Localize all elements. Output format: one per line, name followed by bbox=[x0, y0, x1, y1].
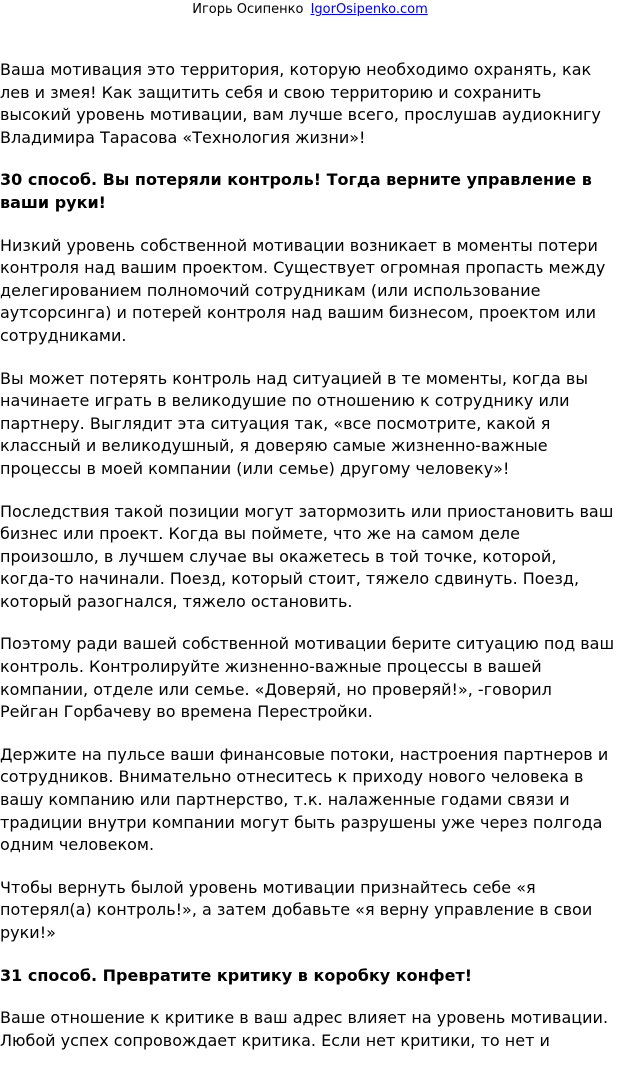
text-line: Рейган Горбачеву во времена Перестройки. bbox=[0, 702, 373, 722]
text-line: аутсорсинга) и потерей контроля над вашим бизнесом, проектом или bbox=[0, 303, 596, 323]
paragraph-low-motivation bbox=[0, 235, 620, 348]
text-line: когда-то начинали. Поезд, который стоит, тяжело сдвинуть. Поезд, bbox=[0, 569, 580, 589]
text-line: Любой успех сопровождает критика. Если нет критики, то нет и bbox=[0, 1030, 550, 1050]
text-line: делегированием полномочий сотрудникам (или использование bbox=[0, 280, 541, 300]
paragraph-take-control bbox=[0, 633, 620, 723]
text-line: традиции внутри компании могут быть разрушены уже через полгода bbox=[0, 812, 603, 832]
paragraph-admit bbox=[0, 877, 620, 945]
text-line: вашу компанию или партнерство, т.к. налаженные годами связи и bbox=[0, 790, 570, 810]
text-line: Вы может потерять контроль над ситуацией в те моменты, когда вы bbox=[0, 368, 588, 388]
text-line: контроль. Контролируйте жизненно-важные процессы в вашей bbox=[0, 657, 542, 677]
text-line: Поэтому ради вашей собственной мотивации берите ситуацию под ваш bbox=[0, 634, 615, 654]
paragraph-finance-flows bbox=[0, 744, 620, 857]
text-line: сотрудников. Внимательно отнеситесь к приходу нового человека в bbox=[0, 767, 584, 787]
text-line: потерял(а) контроль!», а затем добавьте «я верну управление в свои bbox=[0, 900, 593, 920]
heading-line: ваши руки! bbox=[0, 192, 106, 212]
page-header bbox=[0, 2, 620, 18]
text-line: Держите на пульсе ваши финансовые потоки, настроения партнеров и bbox=[0, 744, 609, 764]
paragraph-consequences bbox=[0, 501, 620, 614]
text-line: начинаете играть в великодушие по отношению к сотруднику или bbox=[0, 391, 570, 411]
text-line: процессы в моей компании (или семье) другому человеку»! bbox=[0, 458, 510, 478]
paragraph-territory bbox=[0, 59, 620, 149]
text-line: который разогнался, тяжело остановить. bbox=[0, 591, 353, 611]
text-line: партнеру. Выглядит эта ситуация так, «все посмотрите, какой я bbox=[0, 413, 551, 433]
section-heading-30 bbox=[0, 169, 620, 214]
text-line: Ваше отношение к критике в ваш адрес влияет на уровень мотивации. bbox=[0, 1008, 609, 1028]
text-line: сотрудниками. bbox=[0, 325, 127, 345]
heading-line: 30 способ. Вы потеряли контроль! Тогда верните управление в bbox=[0, 170, 592, 190]
text-line: одним человеком. bbox=[0, 835, 155, 855]
text-line: произошло, в лучшем случае вы окажетесь в той точке, которой, bbox=[0, 546, 557, 566]
site-link[interactable]: IgorOsipenko.com bbox=[310, 2, 428, 17]
text-line: Последствия такой позиции могут затормозить или приостановить ваш bbox=[0, 501, 614, 521]
text-line: Низкий уровень собственной мотивации возникает в моменты потери bbox=[0, 235, 598, 255]
section-heading-31 bbox=[0, 965, 620, 988]
text-line: бизнес или проект. Когда вы поймете, что же на самом деле bbox=[0, 524, 520, 544]
text-line: компании, отделе или семье. «Доверяй, но проверяй!», -говорил bbox=[0, 679, 552, 699]
text-line: классный и великодушный, я доверяю самые жизненно-важные bbox=[0, 436, 548, 456]
paragraph-criticism bbox=[0, 1007, 620, 1052]
text-line: контроля над вашим проектом. Существует огромная пропасть между bbox=[0, 258, 606, 278]
text-line: руки!» bbox=[0, 923, 56, 942]
author-name: Игорь Осипенко bbox=[192, 2, 304, 17]
text-line: высокий уровень мотивации, вам лучше всего, прослушав аудиокнигу bbox=[0, 105, 601, 125]
text-line: лев и змея! Как защитить себя и свою территорию и сохранить bbox=[0, 82, 542, 102]
paragraph-lose-control bbox=[0, 368, 620, 481]
heading-line: 31 способ. Превратите критику в коробку конфет! bbox=[0, 965, 473, 985]
document-body bbox=[0, 59, 620, 1072]
text-line: Владимира Тарасова «Технология жизни»! bbox=[0, 127, 366, 147]
text-line: Чтобы вернуть былой уровень мотивации признайтесь себе «я bbox=[0, 877, 536, 897]
text-line: Ваша мотивация это территория, которую необходимо охранять, как bbox=[0, 60, 592, 79]
